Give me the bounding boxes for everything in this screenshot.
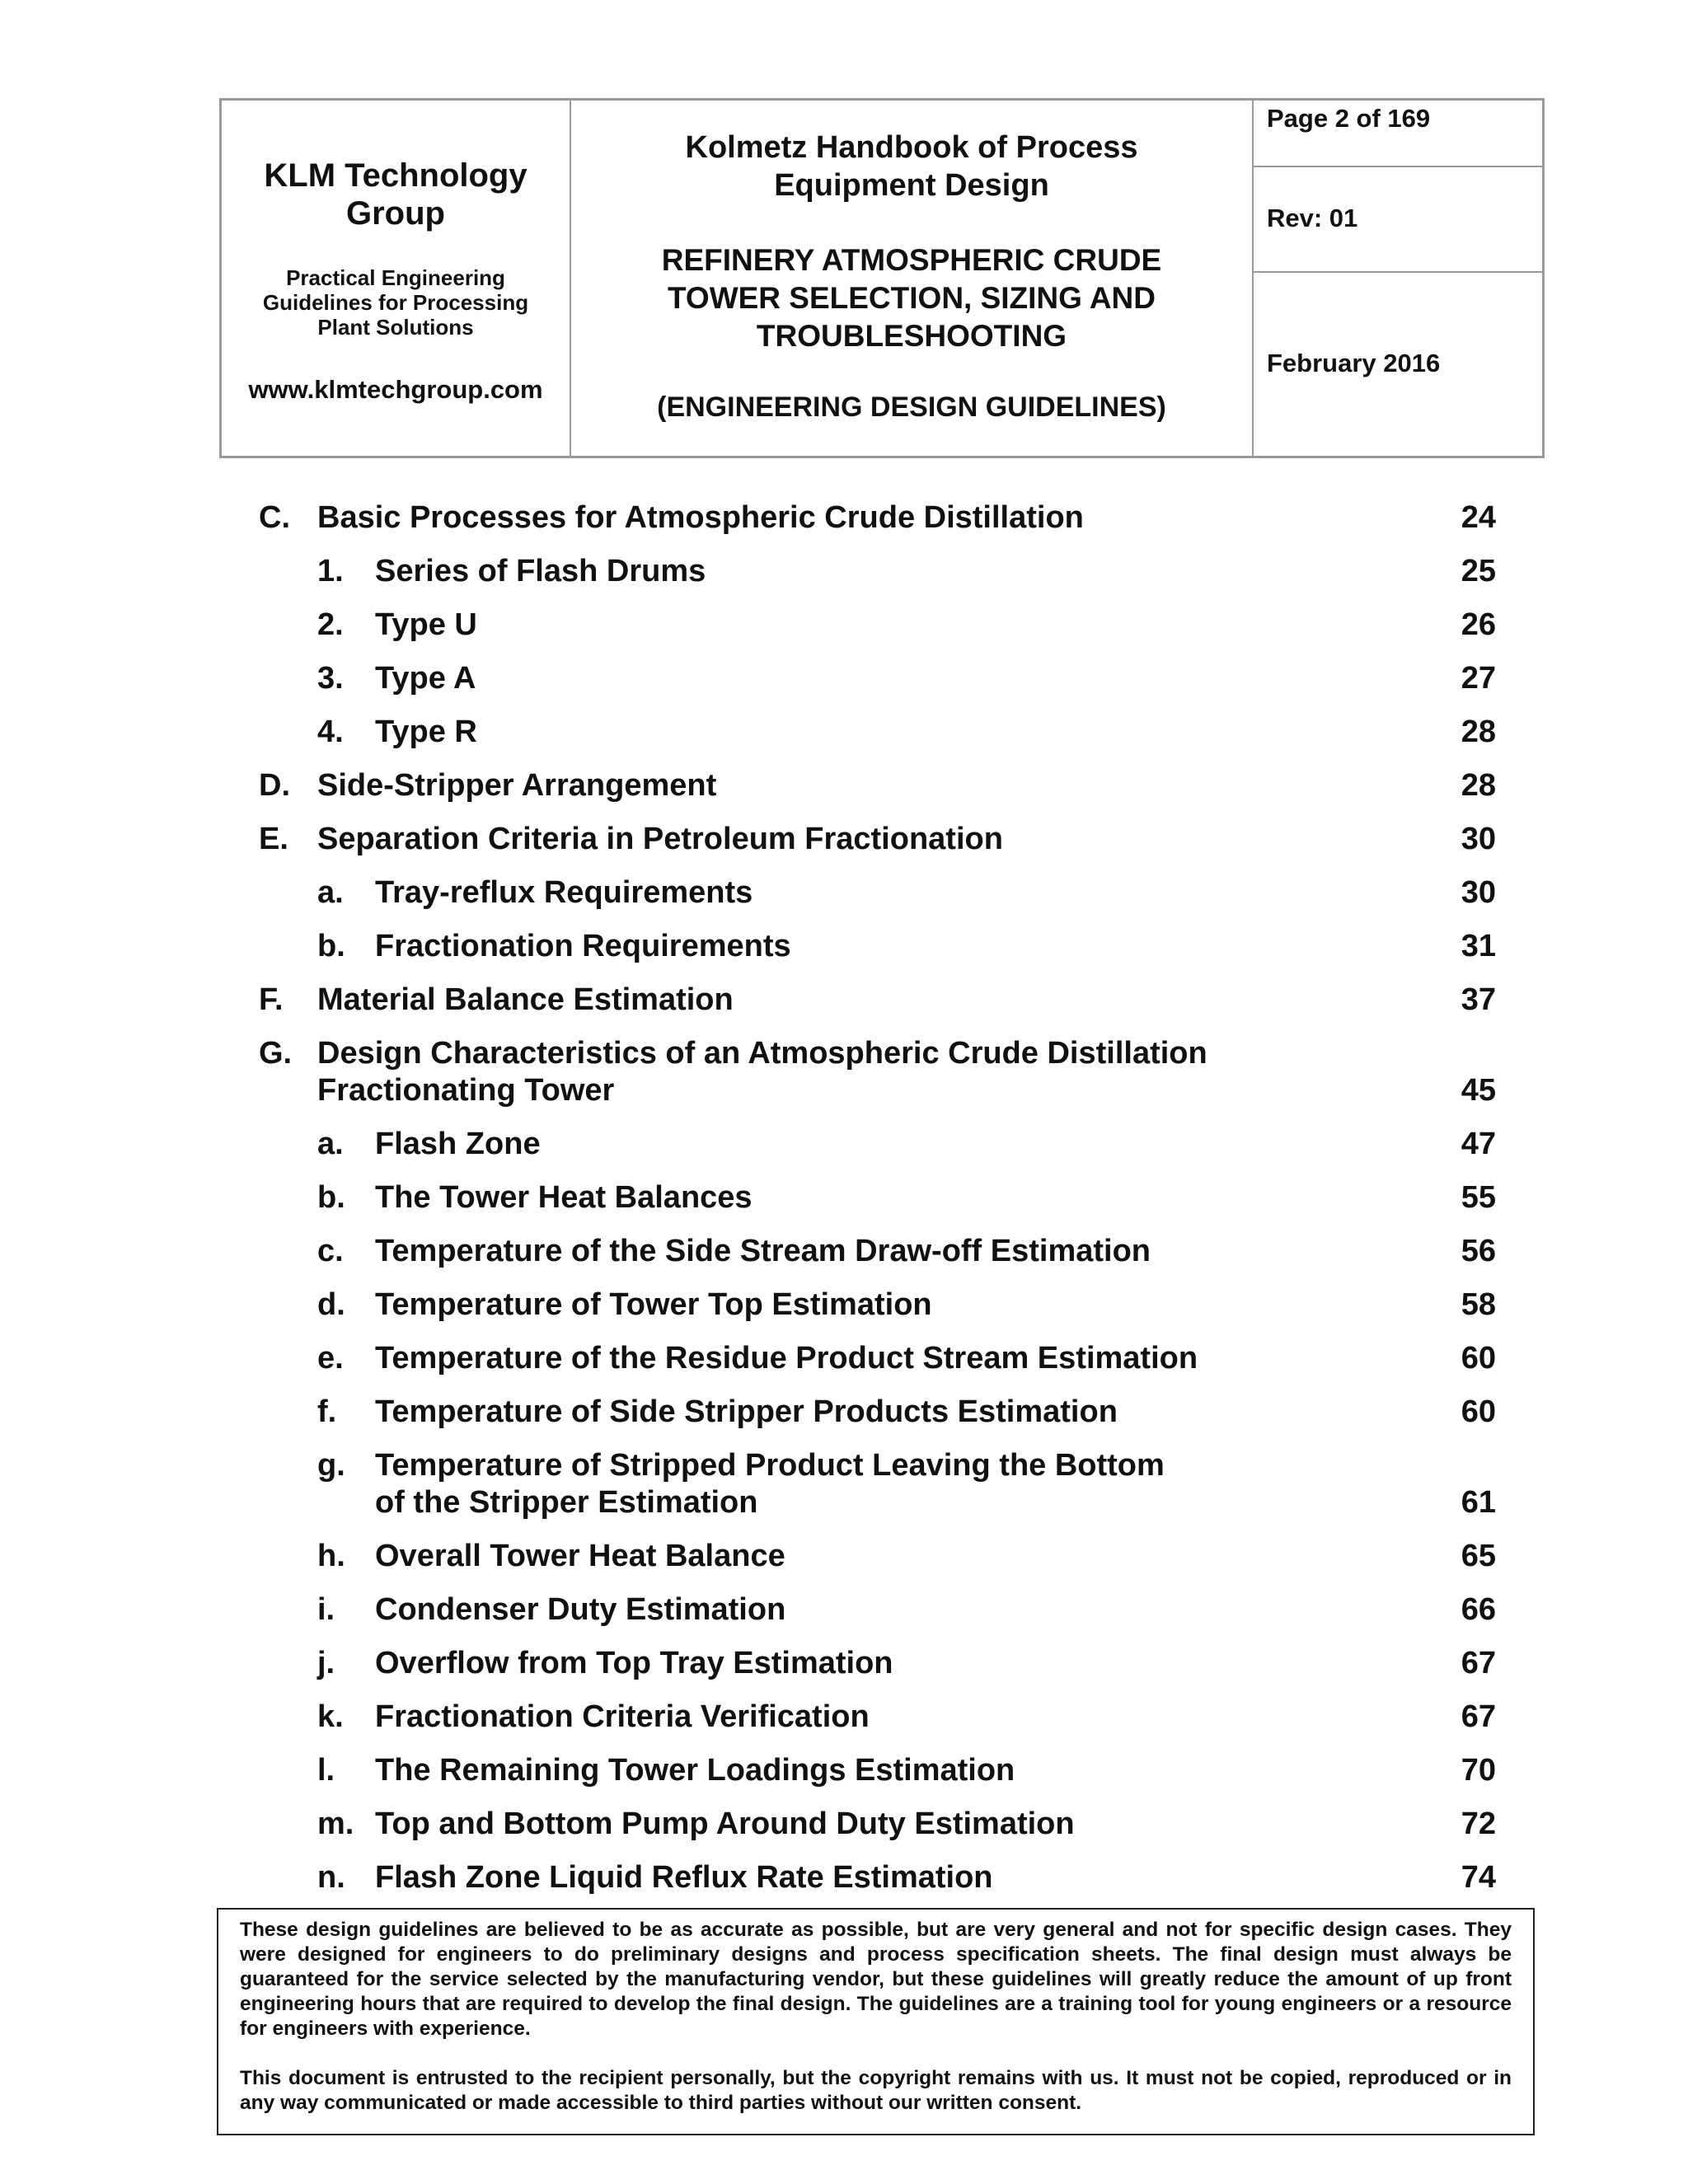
company-tagline: Practical Engineering Guidelines for Processing Plant Solutions [262, 265, 529, 340]
copyright-paragraph: This document is entrusted to the recipient personally, but the copyright remains with us. It must not be copied, reproduced or in any way communicated or made accessible to third parties without our written consent. [240, 2067, 1512, 2114]
document-type: (ENGINEERING DESIGN GUIDELINES) [657, 391, 1166, 423]
handbook-name: Kolmetz Handbook of Process Equipment Design [685, 130, 1138, 203]
page-number: Page 2 of 169 [1267, 104, 1431, 133]
document-title: REFINERY ATMOSPHERIC CRUDE TOWER SELECTION, SIZING AND TROUBLESHOOTING [661, 243, 1162, 353]
disclaimer-paragraph: These design guidelines are believed to be as accurate as possible, but are very general and not for specific design cases. They were designed for engineers to do preliminary designs and process specification sheets. The final design must always be guaranteed for the service selected by the manufacturing vendor, but these guidelines will greatly reduce the amount of up front engineering hours that are required to develop the final design. The guidelines are a training tool for young engineers or a resource for engineers with experience. [240, 1919, 1512, 2040]
company-website: www.klmtechgroup.com [248, 375, 543, 404]
revision-date: February 2016 [1267, 349, 1441, 377]
company-name: KLM Technology Group [264, 157, 528, 232]
revision: Rev: 01 [1267, 204, 1358, 232]
table-of-contents: C. Basic Processes for Atmospheric Crude Distillation 24 1. Series of Flash Drums 25 2. Type U 26 3. Type A 27 4. Type R 28 D. Side-Stripper Arrangement 28 E. Separation Criteria in Petroleum Fractionation 30 a. Tray-reflux Requirements 30 b. Fractionation Requirements 31 F. Material Balance Estimation 37 G. Design Characteristics of an Atmospheric Crude Distillation Fractionating Tower 45 a. Flash Zone 47 b. The Tower Heat Balances 55 c. Temperature of the Side Stream Draw-off Estimation 56 d. Temperature of Tower Top Estimation 58 e. Temperature of the Residue Product Stream Estimation 60 f. Temperature of Side Stripper Products Estimation 60 g. Temperature of Stripped Product Leaving the Bottom of the Stripper Estimation 61 h. Overall Tower Heat Balance 65 i. Condenser Duty Estimation 66 j. Overflow from Top Tray Estimation 67 k. Fractionation Criteria Verification 67 l. The Remaining Tower Loadings Estimation 70 m. Top and Bottom Pump Around Duty Estimation 72 n. Flash Zone Liquid Reflux Rate Estimation 74 [259, 500, 1496, 1895]
disclaimer-box [217, 1908, 1535, 2135]
